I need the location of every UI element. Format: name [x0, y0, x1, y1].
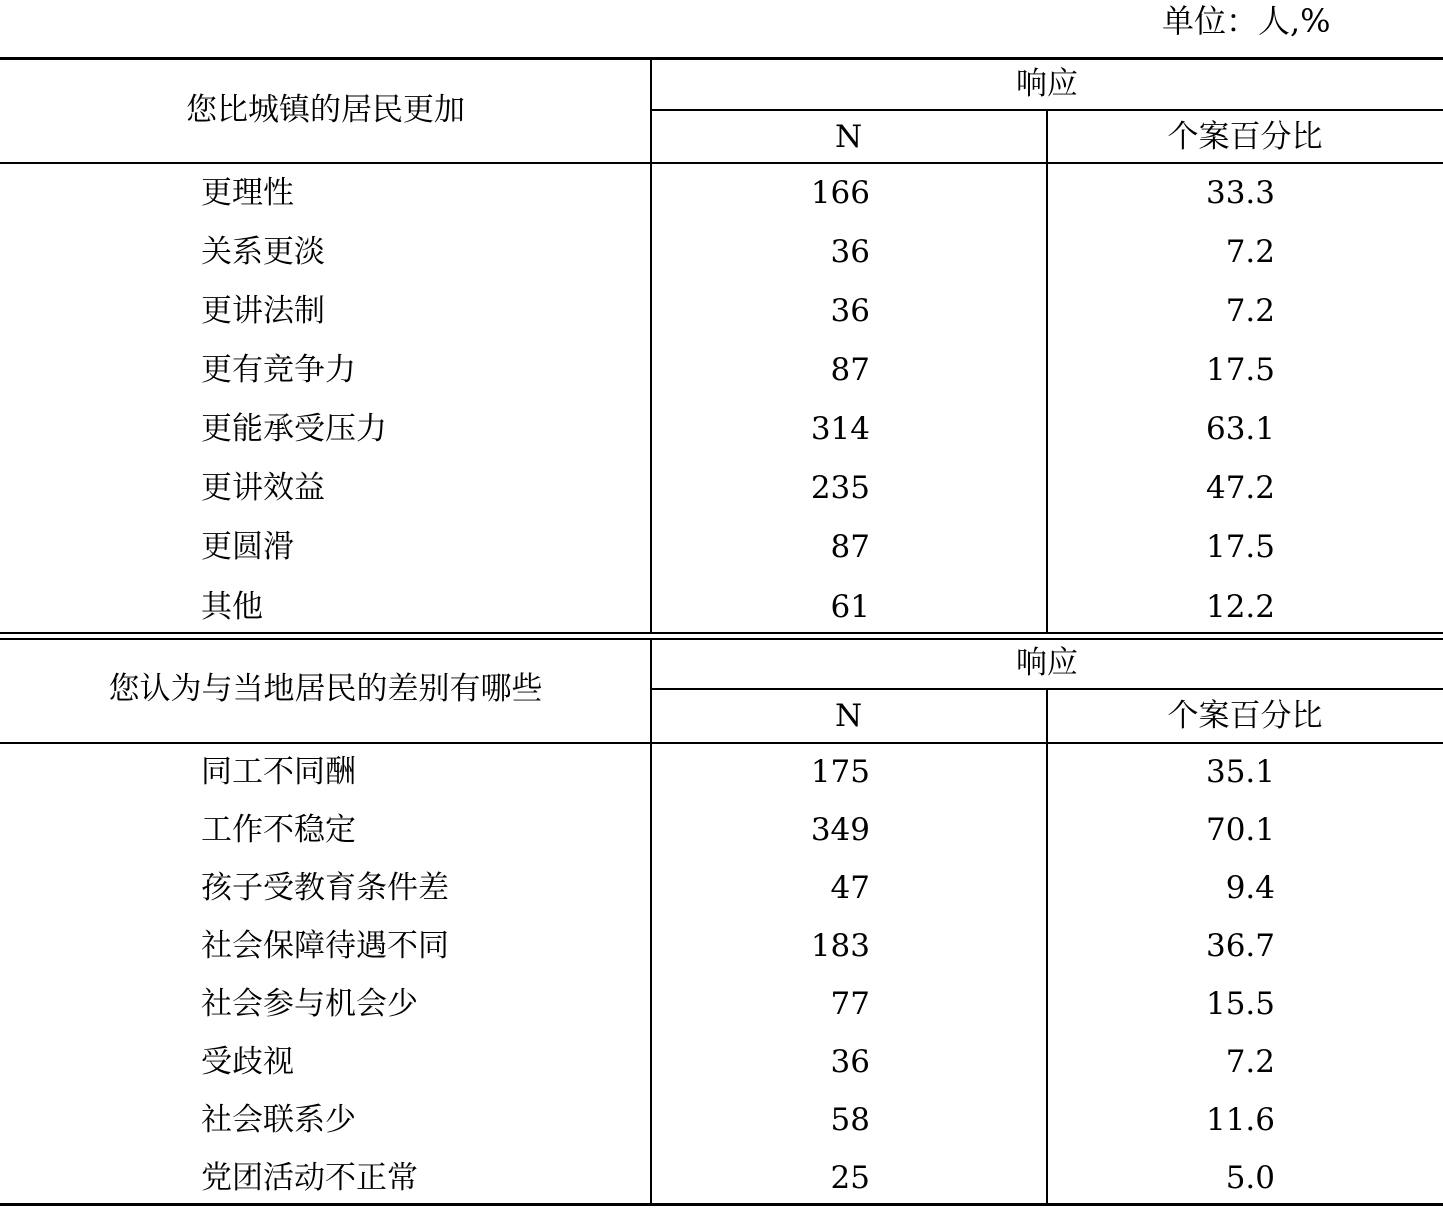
section-1-header-bottom-rule — [0, 162, 1443, 164]
section-1-row-label: 更圆滑 — [201, 529, 294, 565]
section-1-col-divider — [650, 59, 652, 632]
section-2-row-label: 社会参与机会少 — [201, 986, 418, 1022]
section-2-row-n: 77 — [830, 986, 870, 1022]
section-1-question: 您比城镇的居民更加 — [186, 92, 465, 128]
section-2-row-pct: 11.6 — [1205, 1102, 1275, 1138]
table-top-rule — [0, 57, 1443, 60]
section-1-row-n: 61 — [830, 589, 870, 625]
section-2-row-n: 25 — [830, 1160, 870, 1196]
unit-note: 单位：人,% — [1162, 2, 1331, 40]
section-2-col-n: N — [834, 698, 863, 734]
section-2-row-pct: 7.2 — [1225, 1044, 1275, 1080]
section-2-row-label: 孩子受教育条件差 — [201, 870, 449, 906]
section-1-row-n: 36 — [830, 293, 870, 329]
section-1-row-label: 更理性 — [201, 175, 294, 211]
section-1-col-pct: 个案百分比 — [1167, 119, 1323, 155]
section-1-row-n: 235 — [810, 470, 870, 506]
section-1-response-header: 响应 — [1016, 66, 1078, 102]
section-2-row-n: 47 — [830, 870, 870, 906]
table-bottom-rule — [0, 1203, 1443, 1206]
section-2-row-label: 受歧视 — [201, 1044, 294, 1080]
section-1-row-label: 关系更淡 — [201, 234, 325, 270]
section-1-col-divider — [1046, 110, 1048, 632]
section-2-row-pct: 9.4 — [1225, 870, 1275, 906]
section-2-row-n: 349 — [810, 812, 870, 848]
section-2-row-pct: 70.1 — [1205, 812, 1275, 848]
section-2-row-pct: 35.1 — [1205, 754, 1275, 790]
section-2-row-label: 党团活动不正常 — [201, 1160, 418, 1196]
section-1-row-pct: 7.2 — [1225, 234, 1275, 270]
section-2-row-n: 36 — [830, 1044, 870, 1080]
section-2-question: 您认为与当地居民的差别有哪些 — [108, 671, 543, 707]
section-1-col-n: N — [834, 119, 863, 155]
section-2-row-n: 58 — [830, 1102, 870, 1138]
section-2-row-label: 工作不稳定 — [201, 812, 356, 848]
section-1-row-pct: 17.5 — [1205, 352, 1275, 388]
section-2-col-divider — [650, 640, 652, 1203]
section-2-row-label: 同工不同酬 — [201, 754, 356, 790]
section-2-header-bottom-rule — [0, 742, 1443, 744]
section-1-row-label: 其他 — [201, 589, 263, 625]
section-2-row-label: 社会保障待遇不同 — [201, 928, 449, 964]
section-2-row-pct: 36.7 — [1205, 928, 1275, 964]
section-separator-rule — [0, 632, 1443, 634]
section-1-row-label: 更讲效益 — [201, 470, 325, 506]
section-1-row-label: 更讲法制 — [201, 293, 325, 329]
section-1-row-n: 36 — [830, 234, 870, 270]
section-1-row-label: 更能承受压力 — [201, 411, 387, 447]
section-separator-rule — [0, 638, 1443, 640]
section-1-row-pct: 7.2 — [1225, 293, 1275, 329]
section-1-row-label: 更有竞争力 — [201, 352, 356, 388]
section-1-row-n: 314 — [810, 411, 870, 447]
section-1-row-pct: 63.1 — [1205, 411, 1275, 447]
section-2-response-header: 响应 — [1016, 645, 1078, 681]
section-2-col-divider — [1046, 689, 1048, 1203]
section-2-row-n: 183 — [810, 928, 870, 964]
section-2-col-pct: 个案百分比 — [1167, 698, 1323, 734]
section-2-row-label: 社会联系少 — [201, 1102, 356, 1138]
section-2-row-n: 175 — [810, 754, 870, 790]
section-1-row-pct: 47.2 — [1205, 470, 1275, 506]
section-2-row-pct: 5.0 — [1225, 1160, 1275, 1196]
section-1-row-pct: 17.5 — [1205, 529, 1275, 565]
section-1-row-n: 87 — [830, 352, 870, 388]
section-1-row-n: 87 — [830, 529, 870, 565]
section-2-row-pct: 15.5 — [1205, 986, 1275, 1022]
section-1-row-pct: 12.2 — [1205, 589, 1275, 625]
section-1-row-n: 166 — [810, 175, 870, 211]
section-1-row-pct: 33.3 — [1205, 175, 1275, 211]
